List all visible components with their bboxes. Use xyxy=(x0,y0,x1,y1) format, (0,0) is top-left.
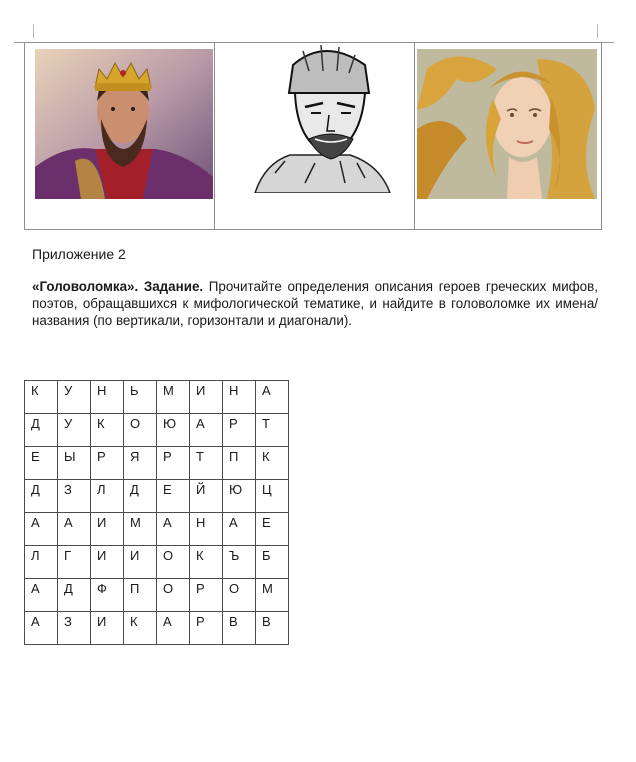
puzzle-cell: В xyxy=(223,612,256,645)
puzzle-cell: Л xyxy=(25,546,58,579)
puzzle-cell: П xyxy=(223,447,256,480)
puzzle-cell: Р xyxy=(190,612,223,645)
puzzle-cell: О xyxy=(124,414,157,447)
puzzle-cell: Ф xyxy=(91,579,124,612)
puzzle-cell: К xyxy=(124,612,157,645)
puzzle-cell: К xyxy=(91,414,124,447)
puzzle-cell: А xyxy=(25,612,58,645)
puzzle-cell: О xyxy=(223,579,256,612)
puzzle-cell: А xyxy=(58,513,91,546)
puzzle-cell: И xyxy=(91,546,124,579)
images-table xyxy=(24,42,602,230)
puzzle-row xyxy=(25,447,289,480)
puzzle-cell: Ц xyxy=(256,480,289,513)
puzzle-cell: Б xyxy=(256,546,289,579)
puzzle-row xyxy=(25,414,289,447)
puzzle-cell: И xyxy=(91,513,124,546)
puzzle-cell: А xyxy=(256,381,289,414)
puzzle-cell: А xyxy=(223,513,256,546)
puzzle-cell: М xyxy=(157,381,190,414)
puzzle-cell: Ы xyxy=(58,447,91,480)
puzzle-cell: М xyxy=(256,579,289,612)
puzzle-cell: Ю xyxy=(157,414,190,447)
puzzle-cell: Р xyxy=(190,579,223,612)
puzzle-row xyxy=(25,546,289,579)
image-cell-2 xyxy=(215,43,415,230)
puzzle-cell: А xyxy=(157,612,190,645)
puzzle-cell: Е xyxy=(25,447,58,480)
puzzle-cell: Т xyxy=(190,447,223,480)
puzzle-cell: Ъ xyxy=(223,546,256,579)
task-label-sep: . xyxy=(134,279,144,294)
puzzle-cell: К xyxy=(25,381,58,414)
puzzle-cell: Н xyxy=(91,381,124,414)
puzzle-cell: Е xyxy=(157,480,190,513)
puzzle-cell: Т xyxy=(256,414,289,447)
puzzle-cell: А xyxy=(25,579,58,612)
puzzle-row xyxy=(25,480,289,513)
task-name: «Головоломка» xyxy=(32,279,135,294)
puzzle-cell: А xyxy=(157,513,190,546)
puzzle-cell: А xyxy=(25,513,58,546)
king-portrait-image xyxy=(35,49,213,199)
puzzle-cell: Я xyxy=(124,447,157,480)
puzzle-cell: У xyxy=(58,381,91,414)
crop-mark-left xyxy=(33,24,34,38)
puzzle-cell: И xyxy=(91,612,124,645)
puzzle-row xyxy=(25,381,289,414)
puzzle-cell: Н xyxy=(223,381,256,414)
puzzle-row xyxy=(25,513,289,546)
warrior-sketch-image xyxy=(245,43,395,193)
puzzle-cell: М xyxy=(124,513,157,546)
appendix-title: Приложение 2 xyxy=(32,246,126,262)
task-label: Задание. xyxy=(143,279,204,294)
puzzle-cell: У xyxy=(58,414,91,447)
crop-mark-right xyxy=(597,24,598,38)
puzzle-cell: Р xyxy=(223,414,256,447)
puzzle-cell: О xyxy=(157,579,190,612)
puzzle-cell: П xyxy=(124,579,157,612)
puzzle-cell: Р xyxy=(91,447,124,480)
puzzle-cell: Н xyxy=(190,513,223,546)
image-cell-3 xyxy=(415,43,602,230)
puzzle-cell: Д xyxy=(25,480,58,513)
puzzle-cell: И xyxy=(124,546,157,579)
puzzle-cell: К xyxy=(190,546,223,579)
puzzle-cell: Ь xyxy=(124,381,157,414)
puzzle-cell: И xyxy=(190,381,223,414)
puzzle-cell: В xyxy=(256,612,289,645)
puzzle-cell: Й xyxy=(190,480,223,513)
puzzle-row xyxy=(25,612,289,645)
puzzle-row xyxy=(25,579,289,612)
puzzle-cell: Ю xyxy=(223,480,256,513)
puzzle-cell: Д xyxy=(58,579,91,612)
image-cell-1 xyxy=(25,43,215,230)
task-paragraph xyxy=(32,278,598,329)
puzzle-cell: Д xyxy=(25,414,58,447)
puzzle-cell: О xyxy=(157,546,190,579)
venus-portrait-image xyxy=(417,49,597,199)
puzzle-cell: З xyxy=(58,612,91,645)
puzzle-cell: Г xyxy=(58,546,91,579)
puzzle-cell: Р xyxy=(157,447,190,480)
puzzle-cell: А xyxy=(190,414,223,447)
puzzle-cell: Д xyxy=(124,480,157,513)
puzzle-cell: Л xyxy=(91,480,124,513)
puzzle-cell: К xyxy=(256,447,289,480)
task-text: Прочитайте определения описания героев греческих мифов, поэтов, обращавшихся к мифологической тематике, и найдите в головоломке их имена/названия (по вертикали, горизонтали и диагонали). xyxy=(32,279,598,328)
puzzle-cell: Е xyxy=(256,513,289,546)
puzzle-cell: З xyxy=(58,480,91,513)
puzzle-grid xyxy=(24,380,289,645)
